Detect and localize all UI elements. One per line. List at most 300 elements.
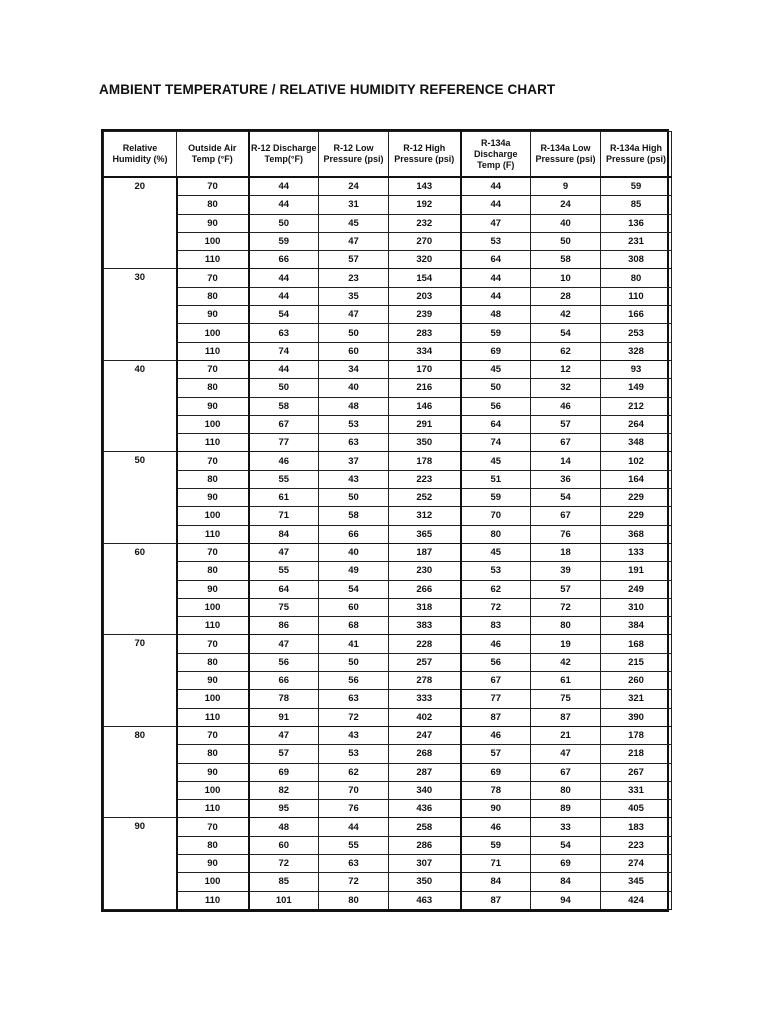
r134a-low-pressure-cell: 47 [531, 745, 601, 763]
header-row [104, 132, 672, 178]
r134a-high-pressure-cell: 229 [601, 507, 672, 525]
r134a-low-pressure-cell: 57 [531, 415, 601, 433]
reference-table [103, 131, 672, 910]
r134a-low-pressure-cell: 67 [531, 434, 601, 452]
r12-low-pressure-cell: 76 [319, 800, 389, 818]
r12-low-pressure-cell: 53 [319, 415, 389, 433]
header-relative-humidity: Relative Humidity (%) [104, 132, 177, 178]
r12-high-pressure-cell: 334 [389, 342, 461, 360]
outside-air-temp-cell: 70 [177, 269, 249, 287]
r134a-low-pressure-cell: 62 [531, 342, 601, 360]
r12-low-pressure-cell: 53 [319, 745, 389, 763]
r134a-high-pressure-cell: 223 [601, 836, 672, 854]
r134a-high-pressure-cell: 215 [601, 653, 672, 671]
r12-discharge-temp-cell: 64 [249, 580, 319, 598]
r12-discharge-temp-cell: 59 [249, 232, 319, 250]
r12-discharge-temp-cell: 50 [249, 214, 319, 232]
r12-high-pressure-cell: 350 [389, 873, 461, 891]
r12-low-pressure-cell: 49 [319, 562, 389, 580]
outside-air-temp-cell: 100 [177, 415, 249, 433]
outside-air-temp-cell: 70 [177, 726, 249, 744]
r12-discharge-temp-cell: 101 [249, 891, 319, 909]
r134a-high-pressure-cell: 260 [601, 672, 672, 690]
table-row [104, 745, 672, 763]
outside-air-temp-cell: 100 [177, 324, 249, 342]
r12-low-pressure-cell: 66 [319, 525, 389, 543]
r134a-discharge-temp-cell: 77 [461, 690, 531, 708]
table-row [104, 415, 672, 433]
r12-low-pressure-cell: 41 [319, 635, 389, 653]
r134a-low-pressure-cell: 14 [531, 452, 601, 470]
r12-discharge-temp-cell: 46 [249, 452, 319, 470]
r12-discharge-temp-cell: 86 [249, 617, 319, 635]
r12-discharge-temp-cell: 75 [249, 598, 319, 616]
r134a-discharge-temp-cell: 46 [461, 635, 531, 653]
r134a-low-pressure-cell: 80 [531, 781, 601, 799]
r134a-high-pressure-cell: 249 [601, 580, 672, 598]
r134a-high-pressure-cell: 80 [601, 269, 672, 287]
outside-air-temp-cell: 90 [177, 672, 249, 690]
r12-discharge-temp-cell: 44 [249, 360, 319, 378]
header-r12-discharge-temp: R-12 Discharge Temp(°F) [249, 132, 319, 178]
r12-discharge-temp-cell: 95 [249, 800, 319, 818]
r134a-discharge-temp-cell: 50 [461, 379, 531, 397]
r12-high-pressure-cell: 257 [389, 653, 461, 671]
r12-low-pressure-cell: 48 [319, 397, 389, 415]
r134a-low-pressure-cell: 54 [531, 324, 601, 342]
r12-low-pressure-cell: 50 [319, 489, 389, 507]
r134a-high-pressure-cell: 310 [601, 598, 672, 616]
r134a-discharge-temp-cell: 53 [461, 232, 531, 250]
outside-air-temp-cell: 100 [177, 232, 249, 250]
r134a-high-pressure-cell: 424 [601, 891, 672, 909]
r12-high-pressure-cell: 463 [389, 891, 461, 909]
r12-discharge-temp-cell: 56 [249, 653, 319, 671]
outside-air-temp-cell: 80 [177, 379, 249, 397]
table-row [104, 360, 672, 378]
r12-low-pressure-cell: 31 [319, 196, 389, 214]
r134a-low-pressure-cell: 24 [531, 196, 601, 214]
r12-discharge-temp-cell: 57 [249, 745, 319, 763]
r12-low-pressure-cell: 23 [319, 269, 389, 287]
r134a-low-pressure-cell: 67 [531, 507, 601, 525]
r134a-discharge-temp-cell: 74 [461, 434, 531, 452]
relative-humidity-cell: 20 [104, 177, 177, 269]
r134a-discharge-temp-cell: 80 [461, 525, 531, 543]
table-row [104, 525, 672, 543]
table-row [104, 507, 672, 525]
r12-discharge-temp-cell: 44 [249, 196, 319, 214]
outside-air-temp-cell: 90 [177, 214, 249, 232]
relative-humidity-cell: 50 [104, 452, 177, 543]
outside-air-temp-cell: 80 [177, 745, 249, 763]
table-row [104, 891, 672, 909]
r12-high-pressure-cell: 258 [389, 818, 461, 836]
r12-low-pressure-cell: 62 [319, 763, 389, 781]
r134a-low-pressure-cell: 75 [531, 690, 601, 708]
outside-air-temp-cell: 90 [177, 489, 249, 507]
r134a-low-pressure-cell: 61 [531, 672, 601, 690]
table-row [104, 543, 672, 561]
r134a-low-pressure-cell: 33 [531, 818, 601, 836]
outside-air-temp-cell: 110 [177, 342, 249, 360]
r134a-high-pressure-cell: 191 [601, 562, 672, 580]
table-row [104, 617, 672, 635]
r134a-low-pressure-cell: 42 [531, 653, 601, 671]
outside-air-temp-cell: 70 [177, 543, 249, 561]
outside-air-temp-cell: 90 [177, 763, 249, 781]
table-row [104, 397, 672, 415]
table-row [104, 434, 672, 452]
r134a-high-pressure-cell: 348 [601, 434, 672, 452]
table-row [104, 690, 672, 708]
r12-discharge-temp-cell: 61 [249, 489, 319, 507]
r134a-high-pressure-cell: 267 [601, 763, 672, 781]
r12-discharge-temp-cell: 66 [249, 672, 319, 690]
r134a-high-pressure-cell: 149 [601, 379, 672, 397]
outside-air-temp-cell: 90 [177, 397, 249, 415]
relative-humidity-cell: 40 [104, 360, 177, 451]
outside-air-temp-cell: 70 [177, 818, 249, 836]
page-title: AMBIENT TEMPERATURE / RELATIVE HUMIDITY REFERENCE CHART [99, 82, 556, 97]
r134a-low-pressure-cell: 87 [531, 708, 601, 726]
table-row [104, 489, 672, 507]
outside-air-temp-cell: 80 [177, 196, 249, 214]
r12-low-pressure-cell: 43 [319, 470, 389, 488]
header-r134a-high-pressure: R-134a High Pressure (psi) [601, 132, 672, 178]
outside-air-temp-cell: 90 [177, 306, 249, 324]
r134a-low-pressure-cell: 10 [531, 269, 601, 287]
header-r12-high-pressure: R-12 High Pressure (psi) [389, 132, 461, 178]
r12-low-pressure-cell: 55 [319, 836, 389, 854]
r134a-high-pressure-cell: 405 [601, 800, 672, 818]
r12-high-pressure-cell: 318 [389, 598, 461, 616]
r12-low-pressure-cell: 70 [319, 781, 389, 799]
r12-high-pressure-cell: 270 [389, 232, 461, 250]
r134a-discharge-temp-cell: 44 [461, 177, 531, 196]
r12-low-pressure-cell: 58 [319, 507, 389, 525]
r12-high-pressure-cell: 146 [389, 397, 461, 415]
r12-low-pressure-cell: 56 [319, 672, 389, 690]
r12-high-pressure-cell: 312 [389, 507, 461, 525]
r12-high-pressure-cell: 216 [389, 379, 461, 397]
r134a-low-pressure-cell: 58 [531, 251, 601, 269]
r12-discharge-temp-cell: 74 [249, 342, 319, 360]
r134a-high-pressure-cell: 218 [601, 745, 672, 763]
r134a-discharge-temp-cell: 53 [461, 562, 531, 580]
r134a-high-pressure-cell: 331 [601, 781, 672, 799]
r134a-low-pressure-cell: 28 [531, 287, 601, 305]
r12-high-pressure-cell: 436 [389, 800, 461, 818]
table-row [104, 672, 672, 690]
r12-low-pressure-cell: 60 [319, 598, 389, 616]
r12-discharge-temp-cell: 66 [249, 251, 319, 269]
r134a-discharge-temp-cell: 69 [461, 763, 531, 781]
r134a-high-pressure-cell: 133 [601, 543, 672, 561]
table-row [104, 836, 672, 854]
r134a-low-pressure-cell: 84 [531, 873, 601, 891]
header-r12-low-pressure: R-12 Low Pressure (psi) [319, 132, 389, 178]
r12-discharge-temp-cell: 69 [249, 763, 319, 781]
r12-discharge-temp-cell: 91 [249, 708, 319, 726]
r134a-high-pressure-cell: 212 [601, 397, 672, 415]
r12-high-pressure-cell: 170 [389, 360, 461, 378]
r12-discharge-temp-cell: 44 [249, 269, 319, 287]
r12-high-pressure-cell: 187 [389, 543, 461, 561]
table-row [104, 306, 672, 324]
r12-low-pressure-cell: 80 [319, 891, 389, 909]
r12-discharge-temp-cell: 55 [249, 470, 319, 488]
r134a-discharge-temp-cell: 57 [461, 745, 531, 763]
r134a-discharge-temp-cell: 83 [461, 617, 531, 635]
r134a-discharge-temp-cell: 90 [461, 800, 531, 818]
r12-high-pressure-cell: 232 [389, 214, 461, 232]
r134a-discharge-temp-cell: 84 [461, 873, 531, 891]
table-row [104, 763, 672, 781]
r12-high-pressure-cell: 239 [389, 306, 461, 324]
r134a-low-pressure-cell: 76 [531, 525, 601, 543]
outside-air-temp-cell: 100 [177, 781, 249, 799]
r134a-high-pressure-cell: 59 [601, 177, 672, 196]
table-body [104, 177, 672, 909]
r134a-high-pressure-cell: 253 [601, 324, 672, 342]
r12-discharge-temp-cell: 47 [249, 543, 319, 561]
r134a-low-pressure-cell: 42 [531, 306, 601, 324]
outside-air-temp-cell: 110 [177, 708, 249, 726]
table-row [104, 470, 672, 488]
relative-humidity-cell: 80 [104, 726, 177, 817]
table-row [104, 781, 672, 799]
r134a-discharge-temp-cell: 59 [461, 324, 531, 342]
r12-discharge-temp-cell: 82 [249, 781, 319, 799]
r12-high-pressure-cell: 278 [389, 672, 461, 690]
r134a-discharge-temp-cell: 44 [461, 287, 531, 305]
r134a-discharge-temp-cell: 46 [461, 818, 531, 836]
r134a-discharge-temp-cell: 67 [461, 672, 531, 690]
relative-humidity-cell: 30 [104, 269, 177, 360]
r134a-high-pressure-cell: 274 [601, 854, 672, 872]
outside-air-temp-cell: 110 [177, 617, 249, 635]
outside-air-temp-cell: 70 [177, 635, 249, 653]
r134a-low-pressure-cell: 12 [531, 360, 601, 378]
r12-low-pressure-cell: 43 [319, 726, 389, 744]
r134a-low-pressure-cell: 9 [531, 177, 601, 196]
r12-high-pressure-cell: 252 [389, 489, 461, 507]
r12-low-pressure-cell: 63 [319, 434, 389, 452]
outside-air-temp-cell: 70 [177, 177, 249, 196]
table-row [104, 562, 672, 580]
r134a-low-pressure-cell: 67 [531, 763, 601, 781]
outside-air-temp-cell: 100 [177, 507, 249, 525]
r12-low-pressure-cell: 50 [319, 324, 389, 342]
r12-discharge-temp-cell: 44 [249, 177, 319, 196]
r12-high-pressure-cell: 178 [389, 452, 461, 470]
r134a-discharge-temp-cell: 62 [461, 580, 531, 598]
r134a-discharge-temp-cell: 59 [461, 836, 531, 854]
r134a-high-pressure-cell: 368 [601, 525, 672, 543]
r134a-high-pressure-cell: 264 [601, 415, 672, 433]
outside-air-temp-cell: 110 [177, 251, 249, 269]
r12-discharge-temp-cell: 47 [249, 726, 319, 744]
r134a-discharge-temp-cell: 44 [461, 269, 531, 287]
table-row [104, 342, 672, 360]
r134a-high-pressure-cell: 178 [601, 726, 672, 744]
r134a-low-pressure-cell: 46 [531, 397, 601, 415]
r12-low-pressure-cell: 50 [319, 653, 389, 671]
r134a-low-pressure-cell: 18 [531, 543, 601, 561]
r12-discharge-temp-cell: 44 [249, 287, 319, 305]
r134a-low-pressure-cell: 94 [531, 891, 601, 909]
r134a-discharge-temp-cell: 70 [461, 507, 531, 525]
table-row [104, 580, 672, 598]
outside-air-temp-cell: 100 [177, 598, 249, 616]
r134a-low-pressure-cell: 69 [531, 854, 601, 872]
r134a-low-pressure-cell: 19 [531, 635, 601, 653]
r134a-discharge-temp-cell: 48 [461, 306, 531, 324]
r12-high-pressure-cell: 266 [389, 580, 461, 598]
r12-low-pressure-cell: 35 [319, 287, 389, 305]
r12-high-pressure-cell: 291 [389, 415, 461, 433]
r134a-discharge-temp-cell: 64 [461, 251, 531, 269]
r134a-high-pressure-cell: 321 [601, 690, 672, 708]
r12-low-pressure-cell: 45 [319, 214, 389, 232]
r12-high-pressure-cell: 307 [389, 854, 461, 872]
r12-low-pressure-cell: 40 [319, 379, 389, 397]
r12-discharge-temp-cell: 71 [249, 507, 319, 525]
r134a-discharge-temp-cell: 87 [461, 708, 531, 726]
table-row [104, 598, 672, 616]
r134a-low-pressure-cell: 32 [531, 379, 601, 397]
r12-discharge-temp-cell: 72 [249, 854, 319, 872]
r12-low-pressure-cell: 60 [319, 342, 389, 360]
r12-low-pressure-cell: 72 [319, 708, 389, 726]
r134a-high-pressure-cell: 93 [601, 360, 672, 378]
header-r134a-discharge-temp: R-134a Discharge Temp (F) [461, 132, 531, 178]
outside-air-temp-cell: 90 [177, 580, 249, 598]
r12-discharge-temp-cell: 78 [249, 690, 319, 708]
r134a-discharge-temp-cell: 59 [461, 489, 531, 507]
r134a-high-pressure-cell: 136 [601, 214, 672, 232]
r12-low-pressure-cell: 24 [319, 177, 389, 196]
r134a-high-pressure-cell: 308 [601, 251, 672, 269]
r134a-high-pressure-cell: 328 [601, 342, 672, 360]
r12-low-pressure-cell: 72 [319, 873, 389, 891]
header-outside-air-temp: Outside Air Temp (°F) [177, 132, 249, 178]
r134a-high-pressure-cell: 345 [601, 873, 672, 891]
table-row [104, 232, 672, 250]
r134a-low-pressure-cell: 36 [531, 470, 601, 488]
reference-chart [101, 129, 669, 912]
r12-discharge-temp-cell: 60 [249, 836, 319, 854]
r12-low-pressure-cell: 68 [319, 617, 389, 635]
outside-air-temp-cell: 70 [177, 452, 249, 470]
r12-low-pressure-cell: 37 [319, 452, 389, 470]
r12-high-pressure-cell: 365 [389, 525, 461, 543]
relative-humidity-cell: 90 [104, 818, 177, 909]
table-row [104, 251, 672, 269]
outside-air-temp-cell: 80 [177, 653, 249, 671]
r12-low-pressure-cell: 44 [319, 818, 389, 836]
r12-discharge-temp-cell: 48 [249, 818, 319, 836]
r134a-low-pressure-cell: 57 [531, 580, 601, 598]
r12-high-pressure-cell: 286 [389, 836, 461, 854]
table-row [104, 873, 672, 891]
r12-low-pressure-cell: 63 [319, 854, 389, 872]
r12-low-pressure-cell: 47 [319, 306, 389, 324]
outside-air-temp-cell: 110 [177, 891, 249, 909]
r12-discharge-temp-cell: 84 [249, 525, 319, 543]
r134a-high-pressure-cell: 164 [601, 470, 672, 488]
r134a-discharge-temp-cell: 46 [461, 726, 531, 744]
r12-high-pressure-cell: 154 [389, 269, 461, 287]
table-row [104, 287, 672, 305]
outside-air-temp-cell: 100 [177, 873, 249, 891]
r12-high-pressure-cell: 228 [389, 635, 461, 653]
table-row [104, 214, 672, 232]
table-row [104, 635, 672, 653]
r12-discharge-temp-cell: 67 [249, 415, 319, 433]
r134a-discharge-temp-cell: 56 [461, 397, 531, 415]
outside-air-temp-cell: 110 [177, 434, 249, 452]
table-row [104, 854, 672, 872]
r134a-discharge-temp-cell: 87 [461, 891, 531, 909]
r12-high-pressure-cell: 268 [389, 745, 461, 763]
table-row [104, 452, 672, 470]
r134a-low-pressure-cell: 80 [531, 617, 601, 635]
table-row [104, 269, 672, 287]
r134a-discharge-temp-cell: 45 [461, 452, 531, 470]
r134a-high-pressure-cell: 384 [601, 617, 672, 635]
r12-high-pressure-cell: 402 [389, 708, 461, 726]
r134a-low-pressure-cell: 21 [531, 726, 601, 744]
r134a-low-pressure-cell: 54 [531, 836, 601, 854]
r12-low-pressure-cell: 57 [319, 251, 389, 269]
r134a-high-pressure-cell: 183 [601, 818, 672, 836]
r12-high-pressure-cell: 203 [389, 287, 461, 305]
relative-humidity-cell: 60 [104, 543, 177, 634]
r12-low-pressure-cell: 54 [319, 580, 389, 598]
r134a-discharge-temp-cell: 45 [461, 360, 531, 378]
outside-air-temp-cell: 90 [177, 854, 249, 872]
r134a-low-pressure-cell: 40 [531, 214, 601, 232]
r12-high-pressure-cell: 143 [389, 177, 461, 196]
r12-low-pressure-cell: 63 [319, 690, 389, 708]
r12-discharge-temp-cell: 54 [249, 306, 319, 324]
outside-air-temp-cell: 80 [177, 836, 249, 854]
r12-low-pressure-cell: 47 [319, 232, 389, 250]
outside-air-temp-cell: 80 [177, 287, 249, 305]
r12-discharge-temp-cell: 55 [249, 562, 319, 580]
table-row [104, 324, 672, 342]
table-row [104, 800, 672, 818]
outside-air-temp-cell: 110 [177, 800, 249, 818]
outside-air-temp-cell: 110 [177, 525, 249, 543]
r12-low-pressure-cell: 40 [319, 543, 389, 561]
r12-high-pressure-cell: 333 [389, 690, 461, 708]
r12-discharge-temp-cell: 85 [249, 873, 319, 891]
outside-air-temp-cell: 100 [177, 690, 249, 708]
r134a-discharge-temp-cell: 71 [461, 854, 531, 872]
r134a-low-pressure-cell: 72 [531, 598, 601, 616]
r12-high-pressure-cell: 383 [389, 617, 461, 635]
r134a-discharge-temp-cell: 78 [461, 781, 531, 799]
r134a-low-pressure-cell: 54 [531, 489, 601, 507]
outside-air-temp-cell: 80 [177, 562, 249, 580]
r12-discharge-temp-cell: 50 [249, 379, 319, 397]
r134a-discharge-temp-cell: 56 [461, 653, 531, 671]
r134a-discharge-temp-cell: 51 [461, 470, 531, 488]
outside-air-temp-cell: 70 [177, 360, 249, 378]
